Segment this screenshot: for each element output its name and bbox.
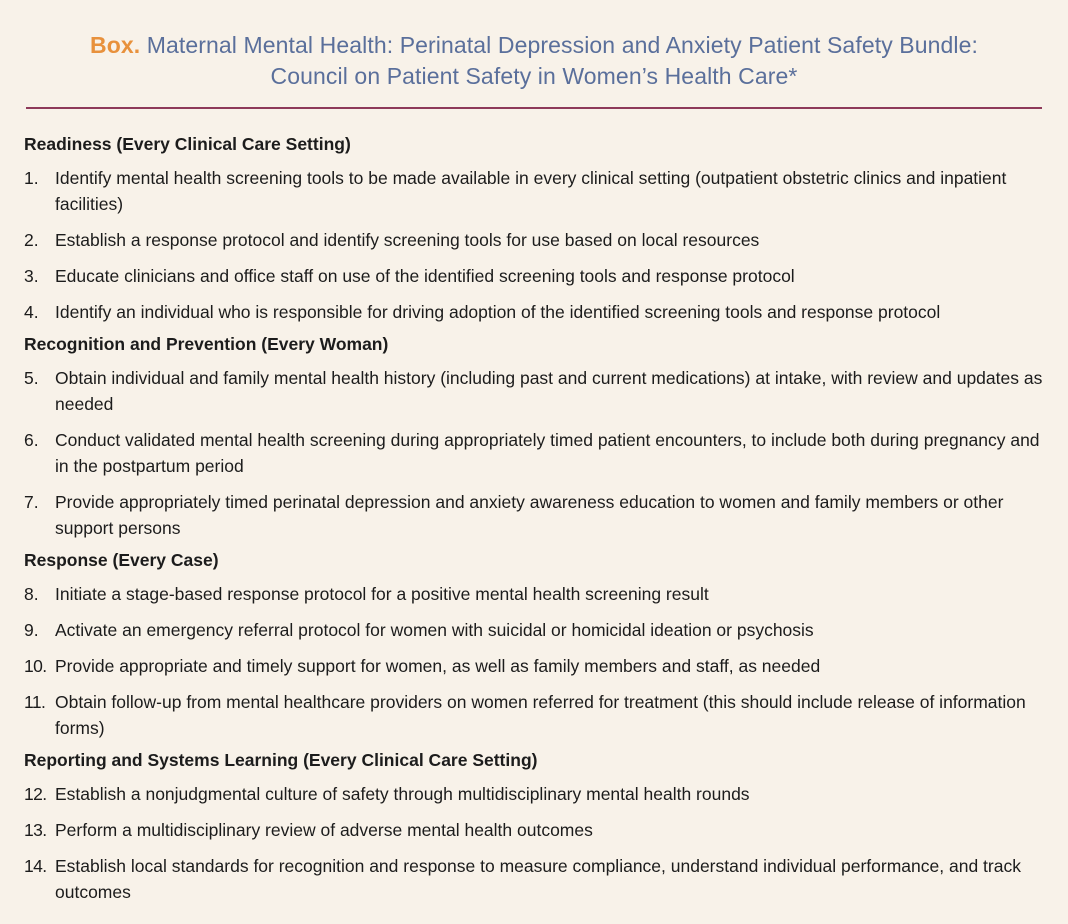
item-text: Obtain individual and family mental health history (including past and current medications) at intake, with review and updates as needed — [55, 368, 1043, 414]
item-number: 10. — [24, 656, 47, 676]
item-number: 11. — [24, 692, 46, 712]
item-text: Initiate a stage-based response protocol for a positive mental health screening result — [55, 584, 709, 604]
item-text: Identify mental health screening tools to be made available in every clinical setting (outpatient obstetric clinics and inpatient facilities) — [55, 168, 1007, 214]
list-item — [24, 781, 1054, 807]
list-item — [24, 653, 1054, 679]
box-subtitle: Council on Patient Safety in Women’s Health Care* — [270, 63, 798, 89]
item-text: Obtain follow-up from mental healthcare providers on women referred for treatment (this should include release of information forms) — [55, 692, 1026, 738]
item-text: Establish a response protocol and identify screening tools for use based on local resources — [55, 230, 760, 250]
item-text: Establish a nonjudgmental culture of safety through multidisciplinary mental health rounds — [55, 784, 750, 804]
section-heading-reporting: Reporting and Systems Learning (Every Clinical Care Setting) — [24, 750, 538, 770]
list-item — [24, 227, 1054, 253]
item-number: 8. — [24, 584, 39, 604]
section-heading-readiness: Readiness (Every Clinical Care Setting) — [24, 134, 351, 154]
list-item — [24, 165, 1054, 217]
item-number: 14. — [24, 856, 47, 876]
item-number: 3. — [24, 266, 39, 286]
section-heading-recognition: Recognition and Prevention (Every Woman) — [24, 334, 389, 354]
item-text: Activate an emergency referral protocol for women with suicidal or homicidal ideation or psychosis — [55, 620, 814, 640]
list-item — [24, 689, 1054, 741]
item-text: Perform a multidisciplinary review of adverse mental health outcomes — [55, 820, 593, 840]
item-number: 2. — [24, 230, 39, 250]
list-item — [24, 853, 1054, 905]
list-item — [24, 817, 1054, 843]
list-item — [24, 581, 1054, 607]
item-number: 9. — [24, 620, 39, 640]
item-number: 1. — [24, 168, 39, 188]
item-text: Provide appropriately timed perinatal depression and anxiety awareness education to women and family members or other support persons — [55, 492, 1004, 538]
header-divider — [26, 107, 1042, 109]
item-number: 13. — [24, 820, 47, 840]
list-item — [24, 489, 1054, 541]
item-number: 12. — [24, 784, 47, 804]
list-item — [24, 617, 1054, 643]
bundle-content — [24, 131, 1054, 905]
item-number: 7. — [24, 492, 39, 512]
title-line-1 — [0, 30, 1068, 61]
list-item — [24, 365, 1054, 417]
box-label: Box. — [89, 32, 141, 58]
item-number: 4. — [24, 302, 39, 322]
list-item — [24, 427, 1054, 479]
item-text: Provide appropriate and timely support for women, as well as family members and staff, as needed — [55, 656, 821, 676]
list-item — [24, 299, 1054, 325]
item-text: Identify an individual who is responsible for driving adoption of the identified screening tools and response protocol — [55, 302, 941, 322]
item-text: Establish local standards for recognition and response to measure compliance, understand individual performance, and track outcomes — [55, 856, 1021, 902]
section-heading-response: Response (Every Case) — [24, 550, 219, 570]
item-text: Educate clinicians and office staff on use of the identified screening tools and response protocol — [55, 266, 795, 286]
box-header — [0, 30, 1068, 92]
item-number: 6. — [24, 430, 39, 450]
box-title: Maternal Mental Health: Perinatal Depression and Anxiety Patient Safety Bundle: — [146, 32, 978, 58]
list-item — [24, 263, 1054, 289]
item-text: Conduct validated mental health screening during appropriately timed patient encounters, to include both during pregnancy and in the postpartum period — [55, 430, 1040, 476]
item-number: 5. — [24, 368, 39, 388]
